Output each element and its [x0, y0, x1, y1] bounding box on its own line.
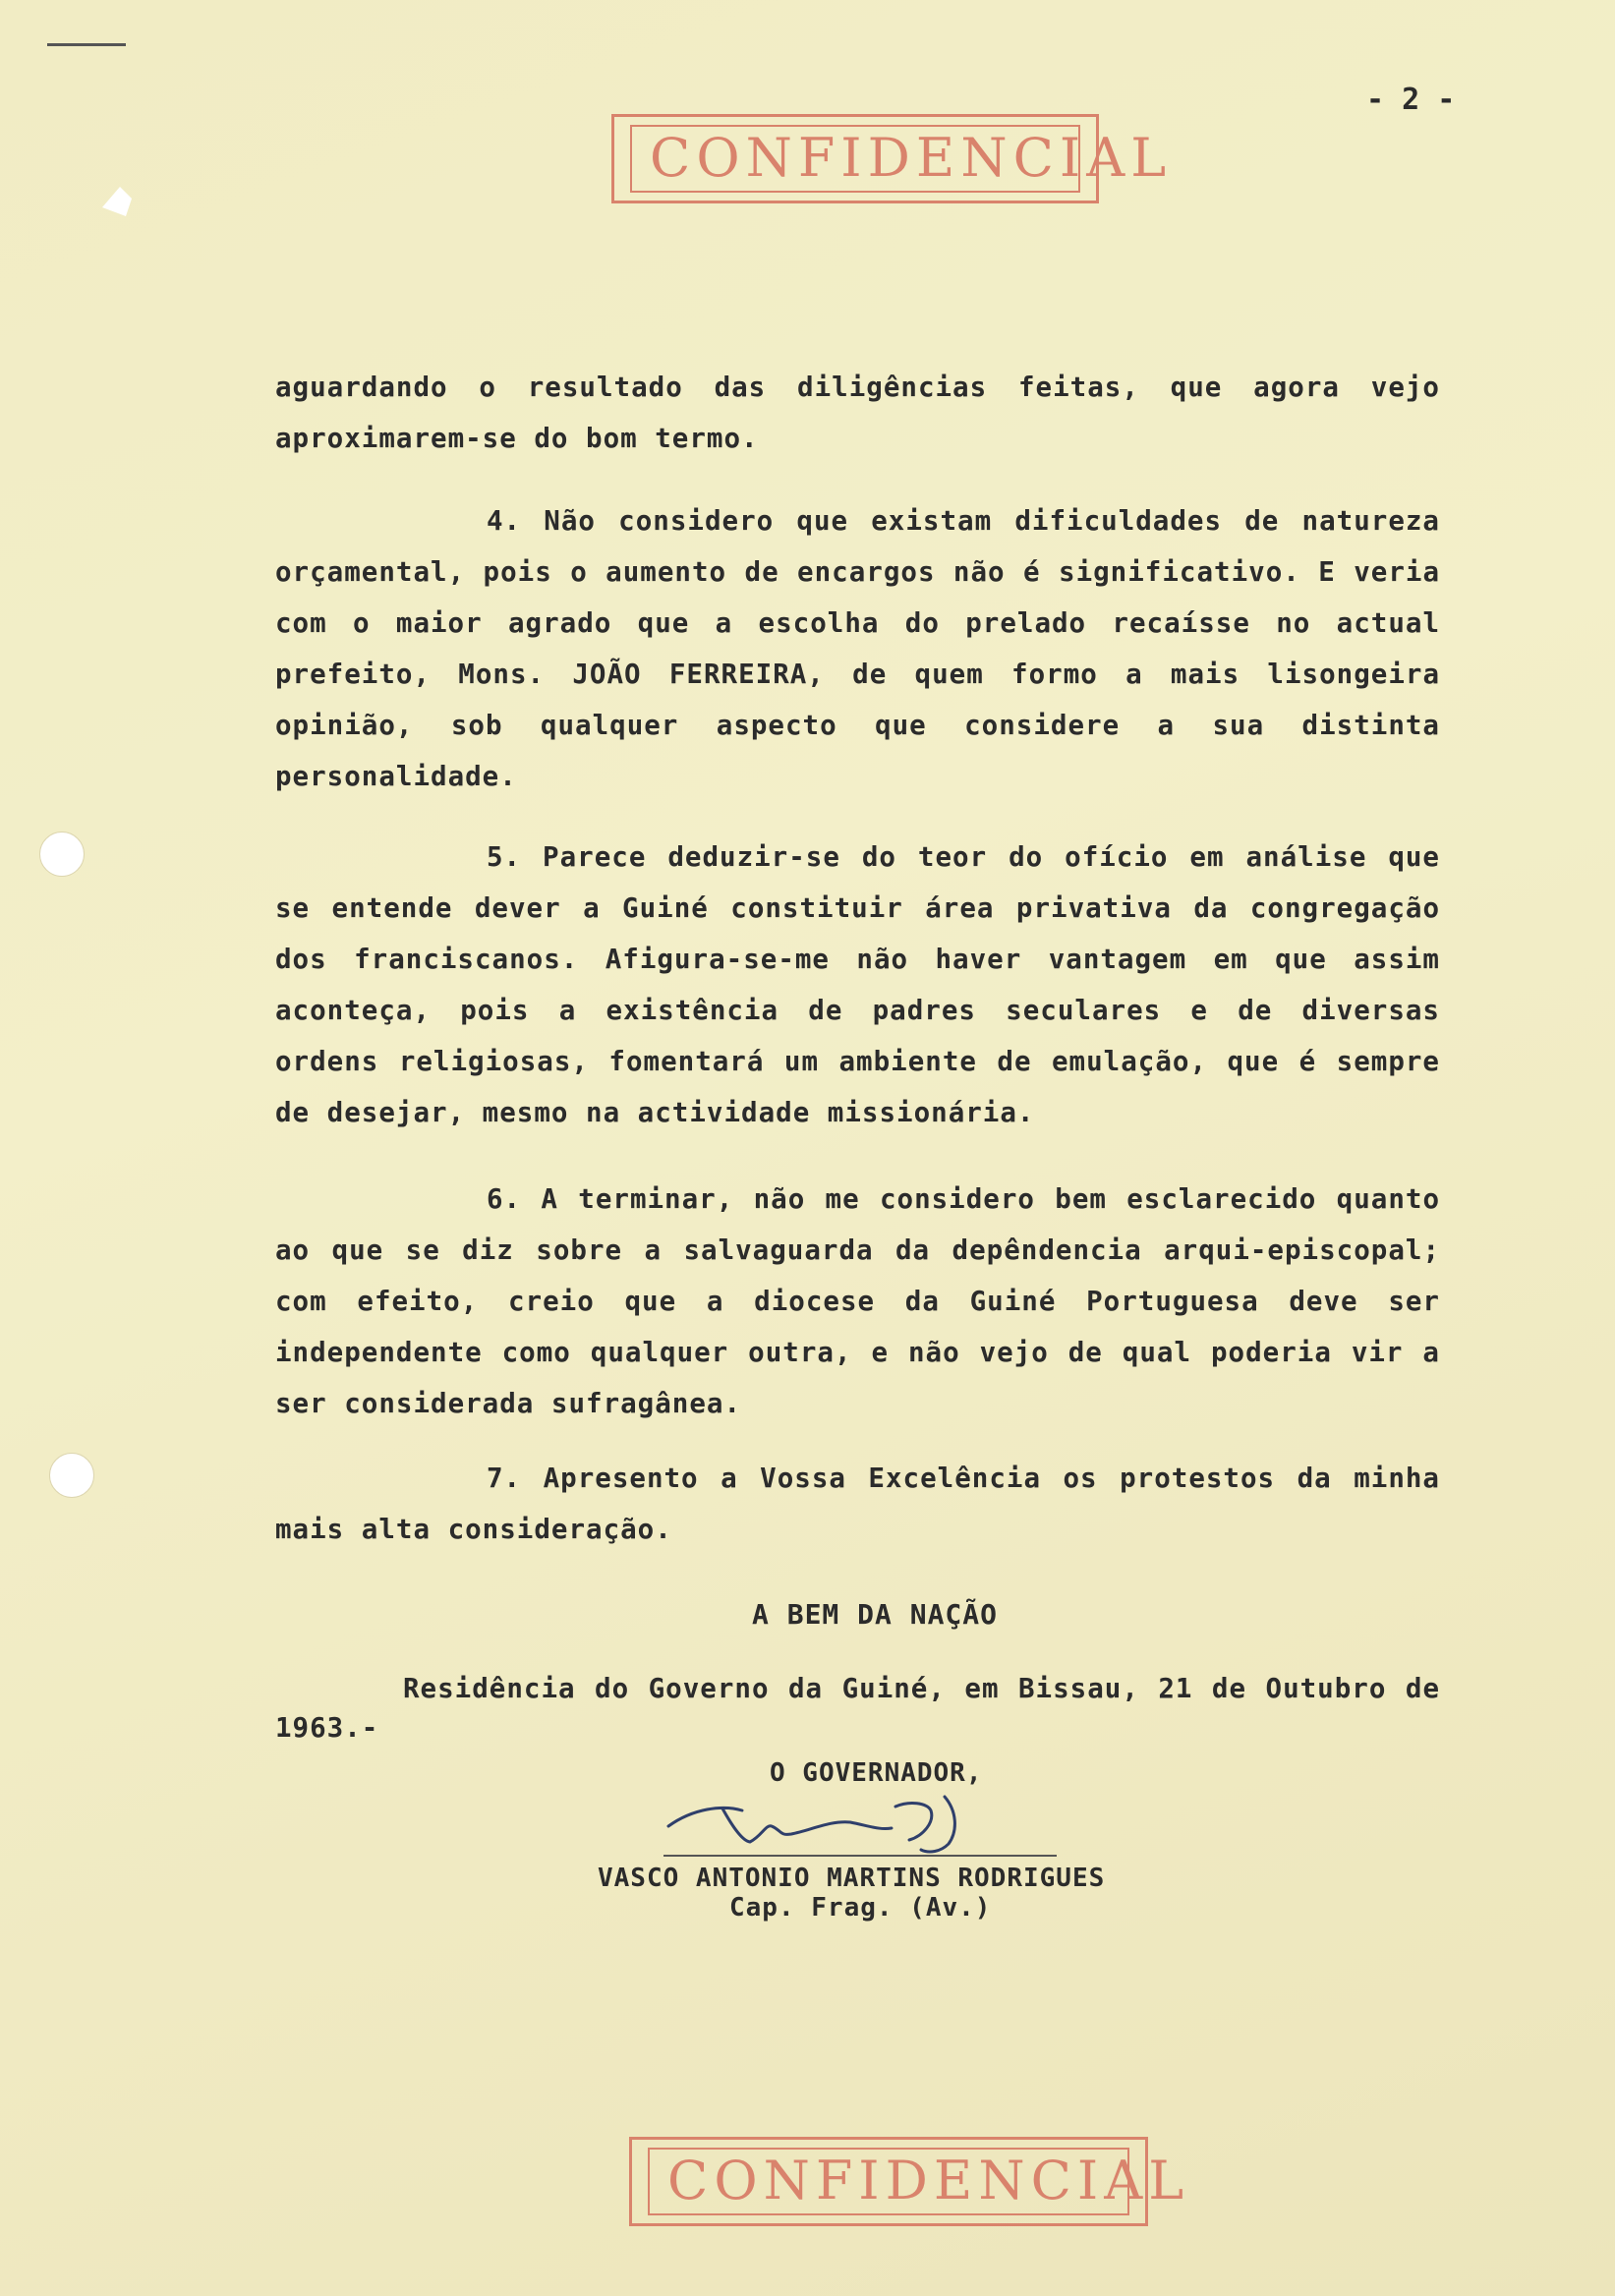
confidential-stamp-bottom: [629, 2137, 1190, 2226]
punch-hole: [49, 1453, 94, 1498]
corner-mark: [47, 43, 126, 46]
page-number: - 2 -: [1366, 83, 1456, 117]
punch-hole: [39, 832, 85, 877]
paragraph-5-block: [275, 832, 1440, 1138]
paper-tear: [102, 187, 132, 216]
signer-name: VASCO ANTONIO MARTINS RODRIGUES: [598, 1864, 1106, 1893]
paragraph-6-block: [275, 1174, 1440, 1429]
paragraph-continuation: [275, 362, 1440, 464]
stamp-text: CONFIDENCIAL: [630, 125, 1080, 193]
paragraph-4: 4. Não considero que existam dificuldades de natureza orçamental, pois o aumento de encargos não é significativo. E veria com o maior agrado que a escolha do prelado recaísse no actual prefeito, Mons. JOÃO FERREIRA, de quem formo a mais lisongeira opinião, sob qualquer aspecto que considere a sua distinta personalidade.: [275, 505, 1440, 792]
paragraph-5: 5. Parece deduzir-se do teor do ofício em análise que se entende dever a Guiné constituir área privativa da congregação dos franciscanos. Afigura-se-me não haver vantagem em que assim aconteça, pois a existência de padres seculares e de diversas ordens religiosas, fomentará um ambiente de emulação, que é sempre de desejar, mesmo na actividade missionária.: [275, 841, 1440, 1128]
paragraph-7: 7. Apresento a Vossa Excelência os protestos da minha mais alta consideração.: [275, 1463, 1440, 1545]
residence-date-line: Residência do Governo da Guiné, em Bissau, 21 de Outubro de 1963.-: [275, 1673, 1440, 1744]
governor-title: O GOVERNADOR,: [770, 1758, 983, 1788]
paragraph-7-block: [275, 1453, 1440, 1555]
paragraph-6: 6. A terminar, não me considero bem esclarecido quanto ao que se diz sobre a salvaguarda da depêndencia arqui-episcopal; com efeito, creio que a diocese da Guiné Portuguesa deve ser independente como qualquer outra, e não vejo de qual poderia vir a ser considerada sufragânea.: [275, 1183, 1440, 1419]
paragraph-4-block: [275, 495, 1440, 802]
signer-rank: Cap. Frag. (Av.): [729, 1893, 992, 1923]
paragraph-3-end: aguardando o resultado das diligências feitas, que agora vejo aproximarem-se do bom termo.: [275, 372, 1440, 454]
stamp-text: CONFIDENCIAL: [648, 2148, 1129, 2215]
closing-salutation: A BEM DA NAÇÃO: [752, 1598, 999, 1631]
confidential-stamp-top: [611, 114, 1173, 203]
signature-icon: [663, 1787, 1057, 1866]
